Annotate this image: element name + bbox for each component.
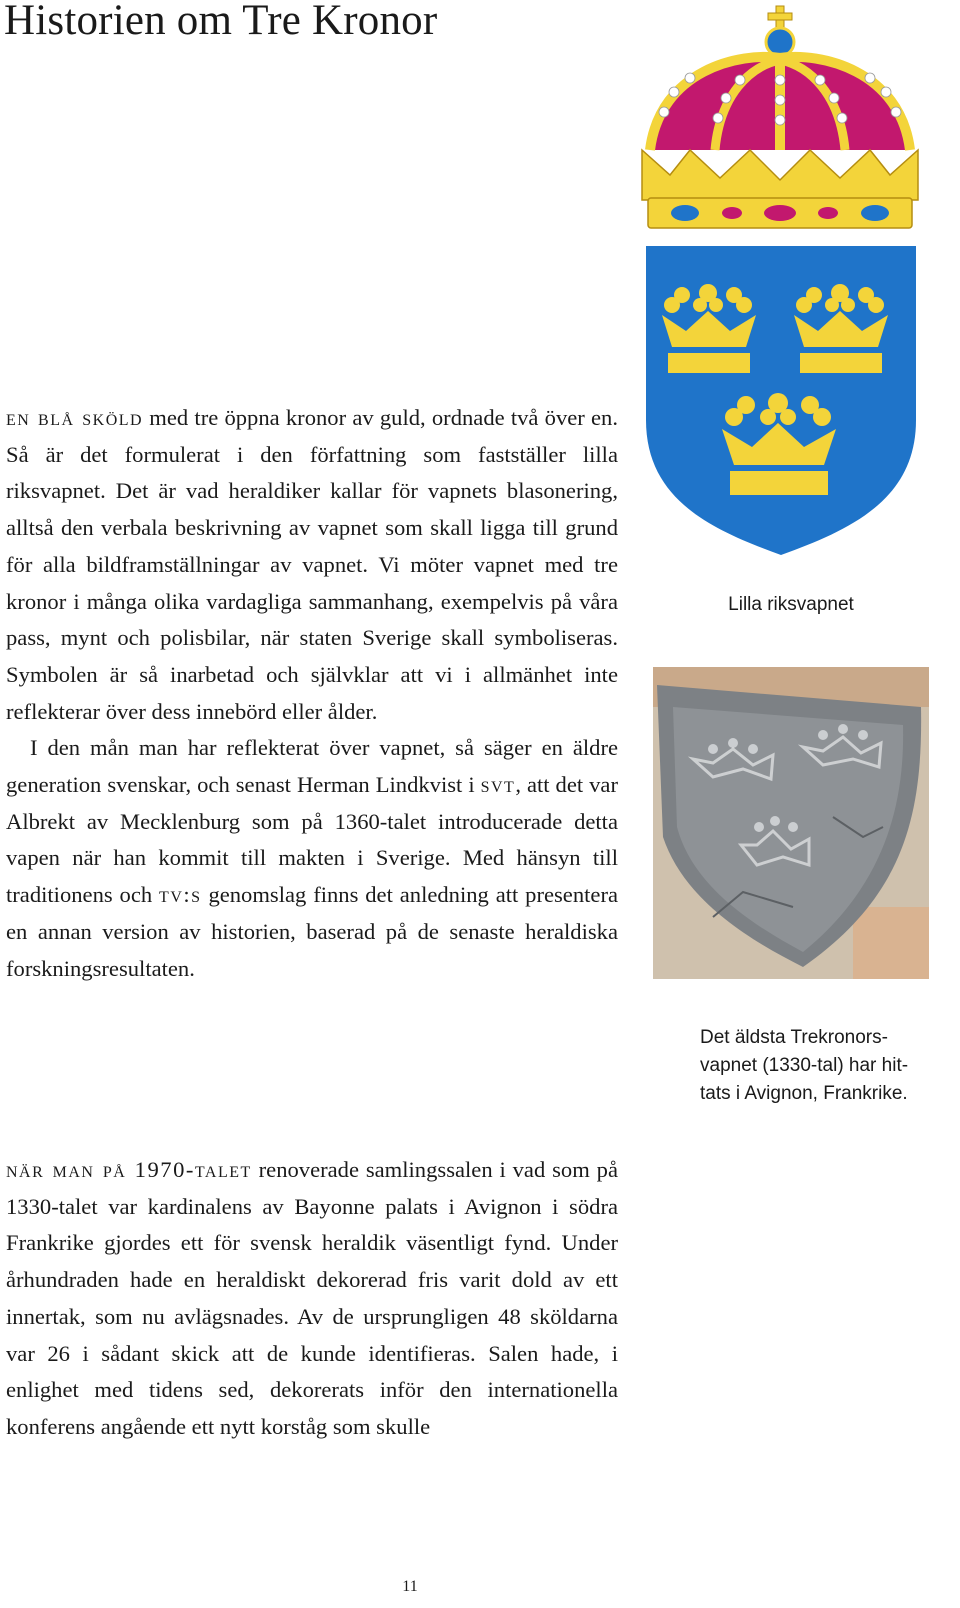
royal-crown-icon — [642, 6, 918, 228]
body-column-1 — [6, 400, 618, 987]
paragraph-2: I den mån man har reflekterat över vapnet, så säger en äldre generation svenskar, och senast Herman Lindkvist i svt, att det var Albrekt av Mecklenburg som på 1360-talet introducerade detta vapen när han kommit till makten i Sverige. Med hänsyn till traditionens och tv:s genomslag finns det anledning att presentera en annan version av historien, baserad på de senaste heraldiska forskningsresultaten. — [6, 735, 618, 981]
page-title: Historien om Tre Kronor — [4, 0, 438, 44]
page-number: 11 — [402, 1578, 418, 1595]
avignon-shield-photo — [653, 667, 929, 979]
photo-caption: Det äldsta Trekronors- vapnet (1330-tal) har hit- tats i Avignon, Frankrike. — [700, 1027, 909, 1104]
lead-in: när man på 1970-talet — [6, 1157, 252, 1182]
paragraph-1: en blå sköld med tre öppna kronor av guld, ordnade två över en. Så är det formulerat i den författning som fastställer lilla riksvapnet. Det är vad heraldiker kallar för vapnets blasonering, alltså den verbala beskrivning av vapnet som skall ligga till grund för alla bildframställningar av vapnet. Vi möter vapnet med tre kronor i många olika vardagliga sammanhang, exempelvis på våra pass, mynt och polisbilar, när staten Sverige skall symboliseras. Symbolen är så inarbetad och självklar att vi i allmänhet inte reflekterar över dess innebörd eller ålder. — [6, 405, 619, 724]
body-column-2 — [6, 1152, 618, 1446]
coat-of-arms-image — [630, 0, 940, 570]
coat-caption: Lilla riksvapnet — [728, 594, 854, 615]
paragraph-3: när man på 1970-talet renoverade samlingssalen i vad som på 1330-talet var kardinalens av Bayonne palats i Avignon i södra Frankrike gjordes ett för svensk heraldik väsentligt fynd. Under århundraden hade en heraldiskt dekorerad fris varit dold av ett innertak, som nu avlägsnades. Av de ursprungligen 48 sköldarna var 26 i sådant skick att de kunde identifieras. Salen hade, i enlighet med tidens sed, dekorerats inför den internationella konferens angående ett nytt korståg som skulle — [6, 1157, 618, 1439]
lead-in: en blå sköld — [6, 405, 144, 430]
